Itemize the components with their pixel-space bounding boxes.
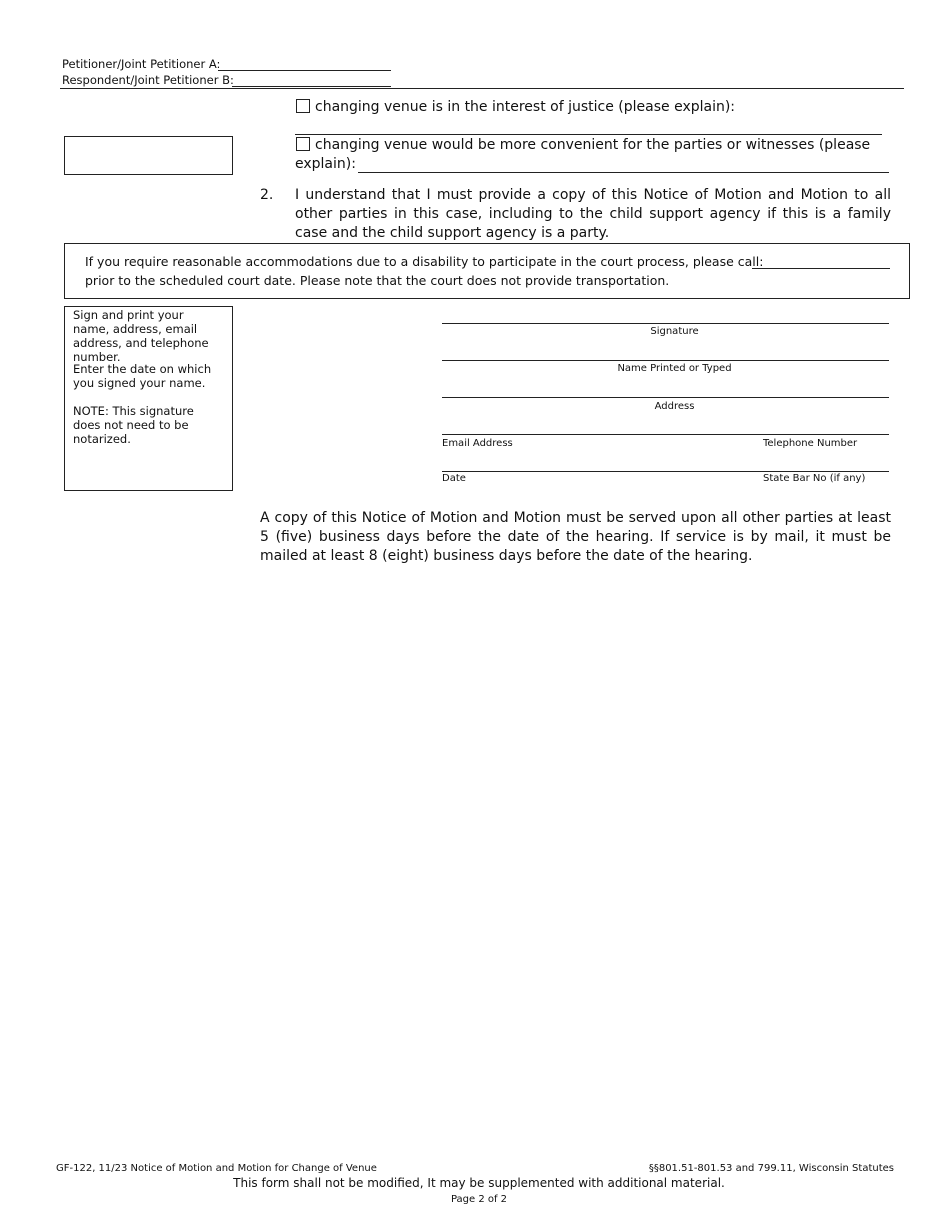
form-id: GF-122, 11/23 Notice of Motion and Motion for Change of Venue [56, 1163, 377, 1174]
respondent-field[interactable] [232, 72, 391, 87]
note-label: NOTE: [73, 404, 109, 418]
name-label: Name Printed or Typed [617, 363, 732, 374]
address-line[interactable] [442, 397, 889, 398]
date-bar-line[interactable] [442, 471, 889, 472]
respondent-label: Respondent/Joint Petitioner B: [62, 73, 234, 87]
instructions-para1: Sign and print your name, address, email address, and telephone number. [73, 308, 209, 364]
convenience-option-label-cont: explain): [295, 156, 356, 172]
telephone-label: Telephone Number [763, 438, 858, 449]
header-divider [60, 88, 904, 89]
note-text: This signature does not need to be notarized. [73, 404, 194, 446]
address-label: Address [654, 401, 695, 412]
instructions-box [64, 306, 233, 491]
instructions-note [73, 404, 223, 446]
item2-text: I understand that I must provide a copy of this Notice of Motion and Motion to all other parties in this case, including to the child support agency if this is a family case and the child support agency is a party. [295, 187, 891, 241]
accommodation-phone-field[interactable] [752, 254, 890, 269]
convenience-option-label: changing venue would be more convenient for the parties or witnesses (please [315, 137, 871, 153]
justice-explain-field[interactable] [295, 120, 882, 135]
justice-option [296, 98, 735, 117]
justice-checkbox[interactable] [296, 99, 310, 113]
modification-notice: This form shall not be modified, It may be supplemented with additional material. [233, 1176, 725, 1190]
email-label: Email Address [442, 438, 513, 449]
convenience-checkbox[interactable] [296, 137, 310, 151]
name-line[interactable] [442, 360, 889, 361]
signature-line[interactable] [442, 323, 889, 324]
email-phone-line[interactable] [442, 434, 889, 435]
page-number: Page 2 of 2 [450, 1194, 508, 1205]
service-notice: A copy of this Notice of Motion and Motion must be served upon all other parties at least 5 (five) business days before the date of the hearing. If service is by mail, it must be mailed at least 8 (eight) business days before the date of the hearing. [260, 510, 891, 564]
justice-option-label: changing venue is in the interest of justice (please explain): [315, 99, 736, 115]
petitioner-field[interactable] [218, 56, 391, 71]
statutes: §§801.51-801.53 and 799.11, Wisconsin Statutes [648, 1163, 894, 1174]
petitioner-label: Petitioner/Joint Petitioner A: [62, 57, 221, 71]
item2-number: 2. [260, 187, 274, 203]
date-label: Date [442, 473, 466, 484]
accommodation-line1: If you require reasonable accommodations due to a disability to participate in the court process, please call: [85, 254, 764, 269]
accommodation-line2: prior to the scheduled court date. Please note that the court does not provide transportation. [85, 273, 670, 288]
bar-number-label: State Bar No (if any) [763, 473, 866, 484]
instructions-para2: Enter the date on which you signed your name. [73, 362, 212, 390]
signature-label: Signature [650, 326, 699, 337]
convenience-explain-field[interactable] [358, 158, 889, 173]
case-number-box[interactable] [64, 136, 233, 175]
convenience-option [296, 136, 870, 155]
